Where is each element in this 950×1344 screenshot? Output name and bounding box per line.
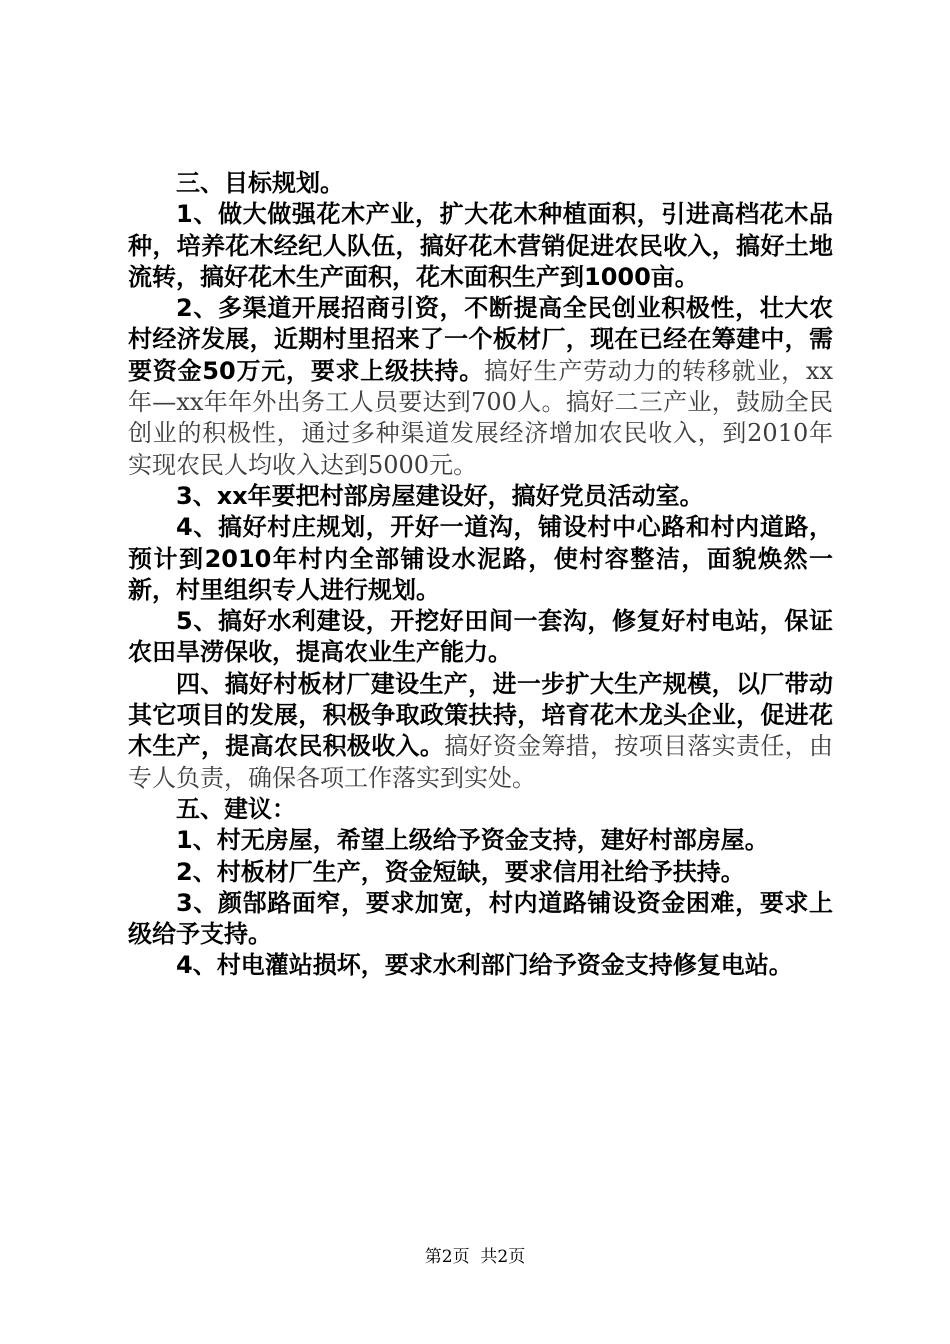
paragraph-item-1: 1、做大做强花木产业，扩大花木种植面积，引进高档花木品种，培养花木经纪人队伍，搞好花木营销促进农民收入，搞好土地流转，搞好花木生产面积，花木面积生产到1000亩。	[128, 200, 833, 291]
page-number-label: 第2页 共2页	[424, 1247, 526, 1267]
suggestion-item-2: 2、村板材厂生产，资金短缺，要求信用社给予扶持。	[176, 857, 745, 886]
suggestion-item-3: 3、颜郜路面窄，要求加宽，村内道路铺设资金困难，要求上级给予支持。	[128, 888, 833, 949]
suggestion-item-1: 1、村无房屋，希望上级给予资金支持，建好村部房屋。	[176, 826, 769, 855]
paragraph-item-2: 2、多渠道开展招商引资，不断提高全民创业积极性，壮大农村经济发展，近期村里招来了一个板材厂，现在已经在筹建中，需要资金50万元，要求上级扶持。搞好生产劳动力的转移就业，xx年—xx年年外出务工人员要达到700人。搞好二三产业，鼓励全民创业的积极性，通过多种渠道发展经济增加农民收入，到2010年实现农民人均收入达到5000元。	[128, 294, 833, 479]
document-body	[128, 168, 833, 982]
suggestion-item-4: 4、村电灌站损坏，要求水利部门给予资金支持修复电站。	[176, 951, 793, 980]
section-heading-suggestions: 五、建议：	[176, 794, 296, 823]
paragraph-item-3: 3、xx年要把村部房屋建设好，搞好党员活动室。	[176, 481, 704, 510]
page-footer	[0, 1242, 950, 1267]
paragraph-item-5: 5、搞好水利建设，开挖好田间一套沟，修复好村电站，保证农田旱涝保收，提高农业生产能力。	[128, 607, 833, 667]
section-heading-goals: 三、目标规划。	[176, 169, 344, 197]
paragraph-item-4: 4、搞好村庄规划，开好一道沟，铺设村中心路和村内道路，预计到2010年村内全部铺设水泥路，使村容整洁，面貌焕然一新，村里组织专人进行规划。	[128, 513, 833, 604]
section-heading-plant: 四、搞好村板材厂建设生产，进一步扩大生产规模，以厂带动其它项目的发展，积极争取政策扶持，培育花木龙头企业，促进花木生产，提高农民积极收入。搞好资金筹措，按项目落实责任，由专人负责，确保各项工作落实到实处。	[128, 669, 834, 792]
